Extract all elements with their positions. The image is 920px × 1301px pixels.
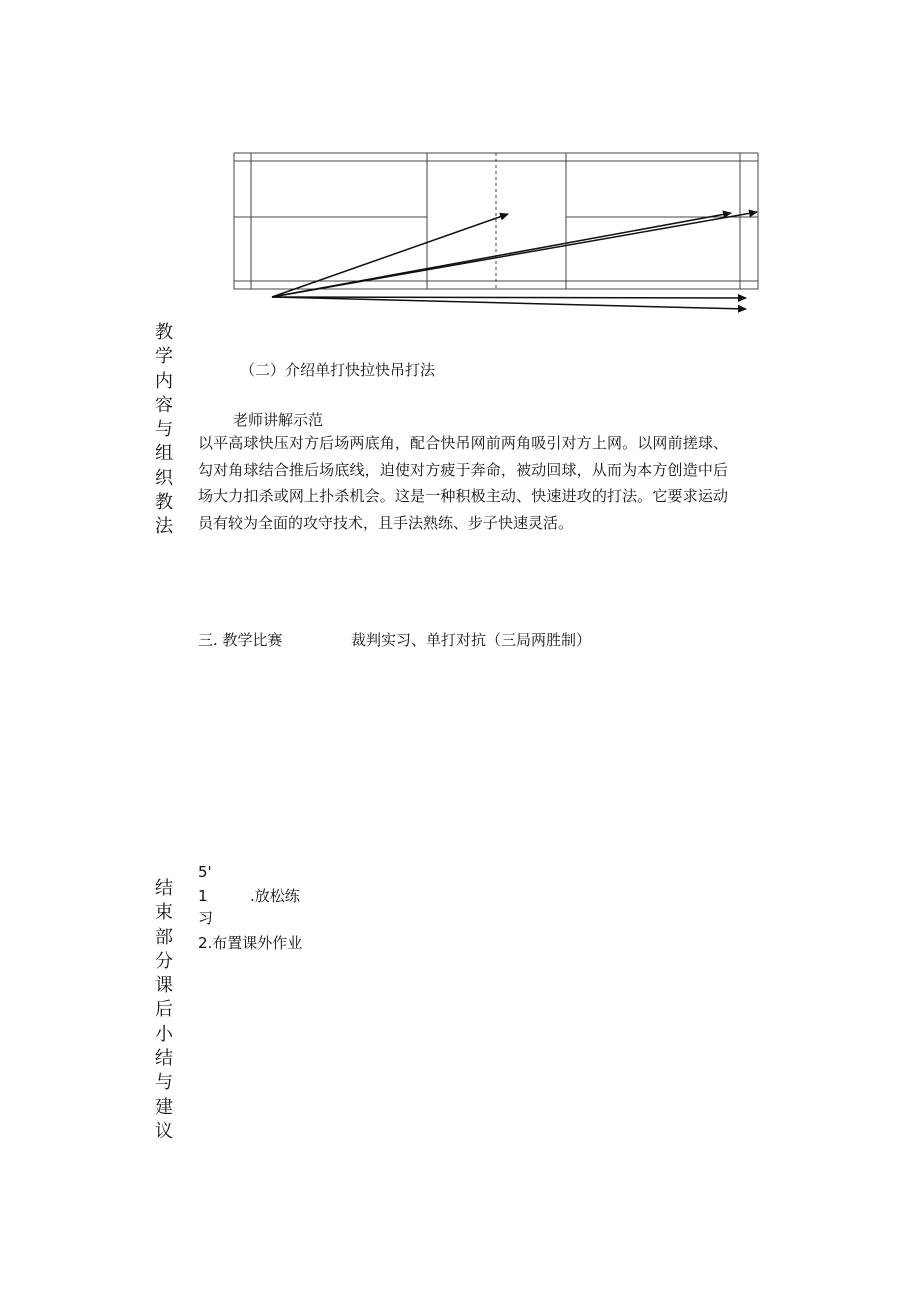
- trajectory-push-to-baseline-b: [272, 297, 746, 309]
- court-lines: [234, 153, 758, 289]
- trajectory-push-to-baseline-a: [272, 297, 746, 298]
- ending-item-1-text: .放松练: [250, 887, 300, 905]
- court-diagram: [225, 145, 770, 320]
- match-title: 三. 教学比赛: [198, 631, 283, 649]
- teaching-section-label: 教学内容与组织教法: [155, 322, 173, 538]
- ending-item-1-number: 1: [198, 887, 208, 905]
- ending-time: 5': [198, 863, 212, 881]
- tactics-description: 以平高球快压对方后场两底角，配合快吊网前两角吸引对方上网。以网前搓球、勾对角球结合推后场底线，迫使对方疲于奔命，被动回球，从而为本方创造中后场大力扣杀或网上扑杀机会。这是一种积极主动、快速进攻的打法。它要求运动员有较为全面的攻守技术，且手法熟练、步子快速灵活。: [198, 434, 728, 532]
- ending-section-label: 结束部分课后小结与建议: [155, 878, 173, 1142]
- ending-item-1-wrap: 习: [198, 909, 214, 927]
- shot-trajectories: [272, 212, 757, 309]
- match-description: 裁判实习、单打对抗（三局两胜制）: [351, 631, 592, 649]
- tactics-heading: （二）介绍单打快拉快吊打法: [240, 361, 436, 379]
- ending-item-2: 2.布置课外作业: [198, 934, 303, 952]
- trajectory-clear-to-corner-b: [272, 212, 757, 297]
- demo-label: 老师讲解示范: [233, 411, 324, 429]
- trajectory-drop-to-net: [272, 214, 508, 297]
